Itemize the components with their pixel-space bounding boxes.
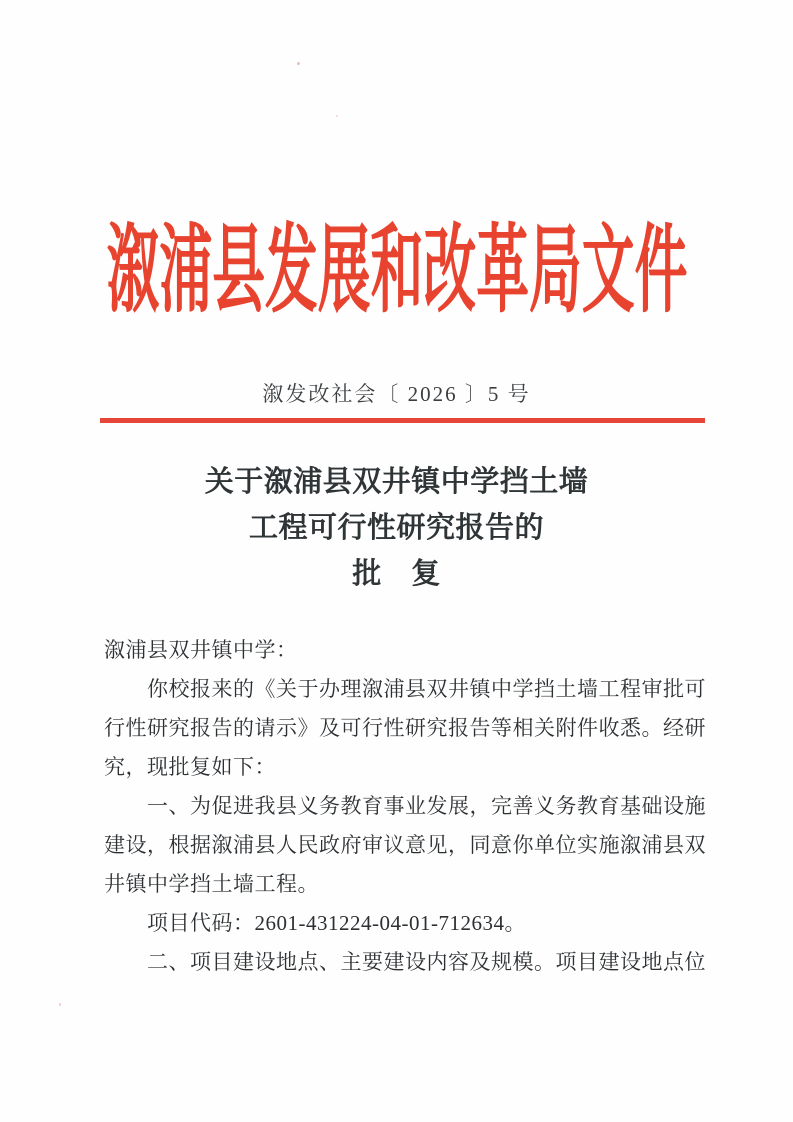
body-line: 一、为促进我县义务教育事业发展，完善义务教育基础设施 [104,794,706,818]
project-code-line: 项目代码：2601-431224-04-01-712634。 [104,911,526,935]
document-title [0,459,793,597]
body-line: 行性研究报告的请示》及可行性研究报告等相关附件收悉。经研 [104,716,706,740]
title-line-3: 批 复 [352,558,441,590]
scan-speck [297,62,300,65]
document-body [104,631,706,982]
scan-speck [336,115,338,117]
scan-speck [59,1003,61,1006]
body-line: 井镇中学挡土墙工程。 [104,872,319,896]
document-number: 溆发改社会〔 2026 〕5 号 [262,382,531,406]
body-line: 你校报来的《关于办理溆浦县双井镇中学挡土墙工程审批可 [104,677,706,701]
letterhead [0,217,793,324]
title-line-2: 工程可行性研究报告的 [248,512,544,544]
title-line-1: 关于溆浦县双井镇中学挡土墙 [204,466,589,498]
recipient-line: 溆浦县双井镇中学： [104,638,298,662]
red-separator-line [100,418,705,423]
body-line: 究，现批复如下： [104,755,276,779]
body-line: 建设，根据溆浦县人民政府审议意见，同意你单位实施溆浦县双 [104,833,706,857]
body-line: 二、项目建设地点、主要建设内容及规模。项目建设地点位 [104,950,706,974]
agency-title: 溆浦县发展和改革局文件 [106,217,687,324]
